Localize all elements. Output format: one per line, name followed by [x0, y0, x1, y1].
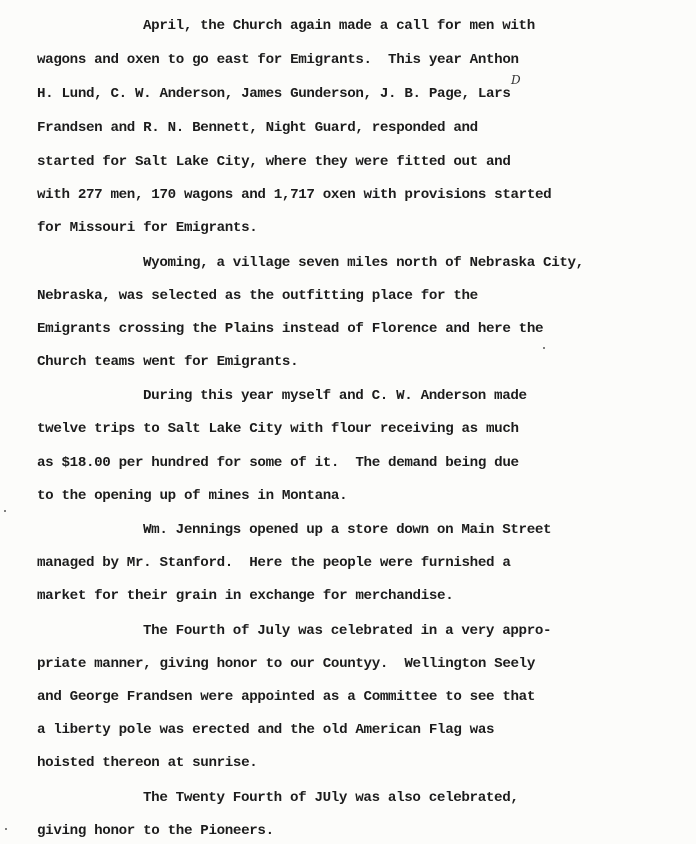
- text-line-6: with 277 men, 170 wagons and 1,717 oxen with provisions started: [37, 187, 552, 203]
- text-line-22: a liberty pole was erected and the old American Flag was: [37, 722, 495, 738]
- text-line-3: H. Lund, C. W. Anderson, James Gunderson, J. B. Page, Lars: [37, 86, 511, 102]
- text-line-23: hoisted thereon at sunrise.: [37, 755, 258, 771]
- speck-mark: [543, 347, 545, 349]
- text-line-1: April, the Church again made a call for men with: [143, 18, 535, 34]
- text-line-8: Wyoming, a village seven miles north of Nebraska City,: [143, 255, 584, 271]
- handwritten-correction: D: [511, 73, 521, 87]
- text-line-20: priate manner, giving honor to our Countyy. Wellington Seely: [37, 656, 535, 672]
- text-line-4: Frandsen and R. N. Bennett, Night Guard, responded and: [37, 120, 478, 136]
- text-line-25: giving honor to the Pioneers.: [37, 823, 274, 839]
- text-line-7: for Missouri for Emigrants.: [37, 220, 258, 236]
- text-line-5: started for Salt Lake City, where they were fitted out and: [37, 154, 511, 170]
- text-line-10: Emigrants crossing the Plains instead of Florence and here the: [37, 321, 544, 337]
- text-line-17: managed by Mr. Stanford. Here the people were furnished a: [37, 555, 511, 571]
- text-line-24: The Twenty Fourth of JUly was also celebrated,: [143, 790, 519, 806]
- text-line-12: During this year myself and C. W. Anderson made: [143, 388, 527, 404]
- text-line-9: Nebraska, was selected as the outfitting place for the: [37, 288, 478, 304]
- text-line-14: as $18.00 per hundred for some of it. The demand being due: [37, 455, 519, 471]
- speck-mark: [4, 510, 6, 512]
- text-line-15: to the opening up of mines in Montana.: [37, 488, 348, 504]
- text-line-21: and George Frandsen were appointed as a Committee to see that: [37, 689, 535, 705]
- speck-mark: [5, 828, 7, 830]
- text-line-18: market for their grain in exchange for merchandise.: [37, 588, 454, 604]
- text-line-2: wagons and oxen to go east for Emigrants. This year Anthon: [37, 52, 519, 68]
- text-line-11: Church teams went for Emigrants.: [37, 354, 299, 370]
- text-line-13: twelve trips to Salt Lake City with flour receiving as much: [37, 421, 519, 437]
- text-line-19: The Fourth of July was celebrated in a very appro-: [143, 623, 552, 639]
- text-line-16: Wm. Jennings opened up a store down on Main Street: [143, 522, 552, 538]
